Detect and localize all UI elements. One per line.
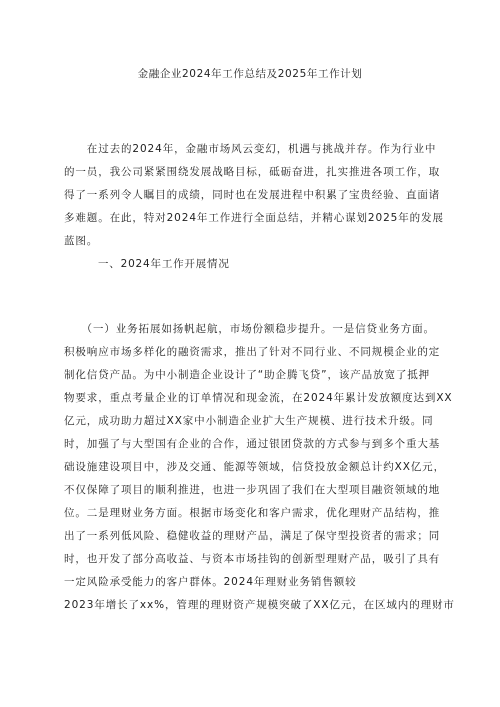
body-line: 一定风险承受能力的客户群体。2024年理财业务销售额较 <box>64 576 357 588</box>
body-line: 时，也开发了部分高收益、与资本市场挂钩的创新型理财产品，吸引了具有 <box>64 553 441 565</box>
body-line: 制化信贷产品。为中小制造企业设计了“助企腾飞贷”，该产品放宽了抵押 <box>64 369 431 381</box>
body-line: 时，加强了与大型国有企业的合作，通过银团贷款的方式参与到多个重大基 <box>64 438 441 450</box>
body-line: 2023年增长了xx%，管理的理财资产规模突破了XX亿元，在区域内的理财市 <box>64 599 455 611</box>
body-paragraph <box>64 318 455 617</box>
body-line: 不仅保障了项目的顺利推进，也进一步巩固了我们在大型项目融资领域的地 <box>64 484 441 496</box>
body-line: 出了一系列低风险、稳健收益的理财产品，满足了保守型投资者的需求；同 <box>64 530 441 542</box>
intro-line: 蓝图。 <box>64 235 99 247</box>
section-heading: 一、2024年工作开展情况 <box>98 258 230 270</box>
intro-paragraph <box>64 138 444 253</box>
document-title: 金融企业2024年工作总结及2025年工作计划 <box>137 68 363 80</box>
body-line: 物要求，重点考量企业的订单情况和现金流，在2024年累计发放额度达到XX <box>64 392 453 404</box>
intro-line: 得了一系列令人瞩目的成绩，同时也在发展进程中积累了宝贵经验、直面诸 <box>64 189 441 201</box>
body-line: 积极响应市场多样化的融资需求，推出了针对不同行业、不同规模企业的定 <box>64 346 441 358</box>
intro-line: 多难题。在此，特对2024年工作进行全面总结，并精心谋划2025年的发展 <box>64 212 444 224</box>
body-line: 位。二是理财业务方面。根据市场变化和客户需求，优化理财产品结构，推 <box>64 507 441 519</box>
body-line: 亿元，成功助力超过XX家中小制造企业扩大生产规模、进行技术升级。同 <box>64 415 434 427</box>
body-line: （一）业务拓展如扬帆起航，市场份额稳步提升。一是信贷业务方面。 <box>64 323 435 335</box>
body-line: 础设施建设项目中，涉及交通、能源等领域，信贷投放金额总计约XX亿元， <box>64 461 445 473</box>
intro-line: 在过去的2024年，金融市场风云变幻，机遇与挑战并存。作为行业中 <box>64 143 437 155</box>
intro-line: 的一员，我公司紧紧围绕发展战略目标，砥砺奋进，扎实推进各项工作，取 <box>64 166 441 178</box>
